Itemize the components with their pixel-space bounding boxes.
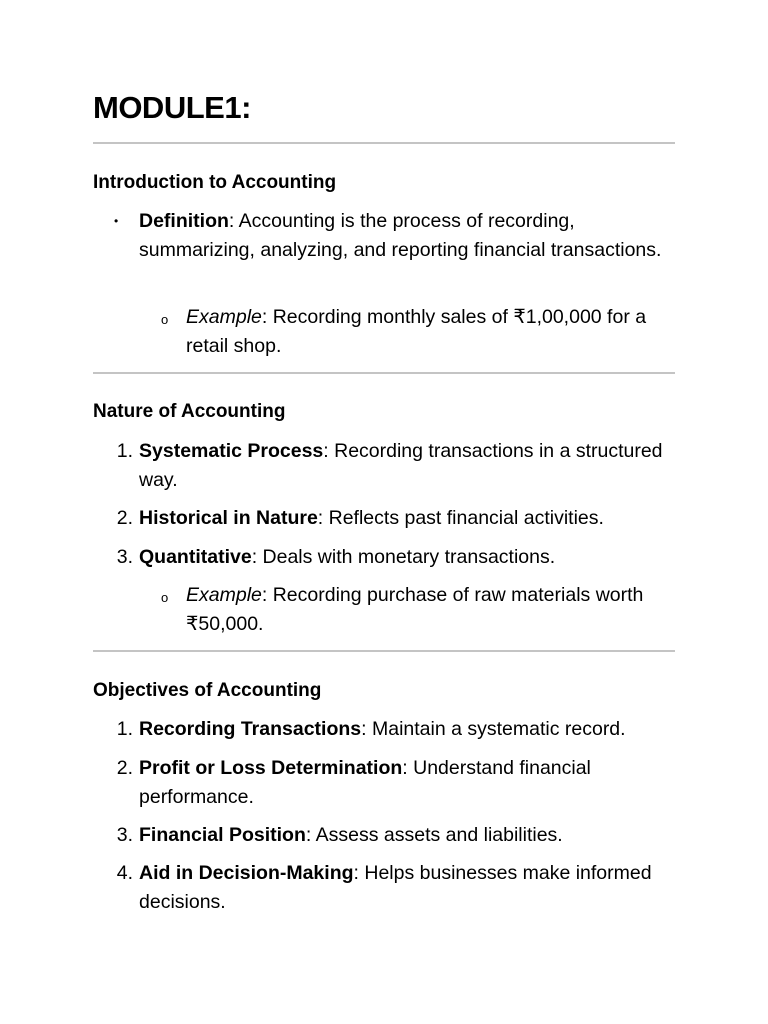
item-term: Definition	[139, 210, 229, 232]
item-term: Aid in Decision-Making	[139, 862, 354, 884]
list-item	[116, 715, 675, 744]
item-term: Historical in Nature	[139, 507, 318, 529]
list-item	[116, 543, 675, 572]
number-marker: 4.	[116, 862, 133, 884]
item-text: : Helps businesses make informed decisions.	[139, 862, 652, 913]
item-text: : Assess assets and liabilities.	[305, 824, 563, 846]
page-title: MODULE1:	[93, 90, 251, 125]
section-title-objectives: Objectives of Accounting	[93, 680, 322, 701]
item-text: : Recording transactions in a structured way.	[139, 440, 663, 491]
divider	[93, 372, 675, 374]
number-marker: 2.	[116, 507, 133, 529]
list-item	[116, 437, 675, 495]
list-item-definition	[114, 207, 675, 265]
item-text: : Maintain a systematic record.	[361, 718, 626, 740]
circle-marker: o	[161, 590, 169, 605]
divider	[93, 142, 675, 144]
number-marker: 2.	[116, 757, 133, 779]
example-label: Example	[186, 584, 262, 606]
section-title-nature: Nature of Accounting	[93, 401, 286, 422]
item-text: : Understand financial performance.	[139, 757, 591, 808]
example-label: Example	[186, 306, 262, 328]
bullet-marker: •	[114, 214, 119, 228]
number-marker: 1.	[116, 440, 133, 462]
item-term: Financial Position	[139, 824, 306, 846]
item-term: Quantitative	[139, 546, 252, 568]
section-title-introduction: Introduction to Accounting	[93, 172, 337, 193]
list-item	[116, 859, 675, 917]
item-text: : Deals with monetary transactions.	[251, 546, 556, 568]
item-term: Systematic Process	[139, 440, 324, 462]
list-item	[116, 821, 675, 850]
number-marker: 1.	[116, 718, 133, 740]
example-text: : Recording purchase of raw materials worth ₹50,000.	[186, 584, 644, 635]
example-item	[161, 581, 675, 639]
example-item	[161, 303, 675, 361]
number-marker: 3.	[116, 824, 133, 846]
example-text: : Recording monthly sales of ₹1,00,000 for a retail shop.	[186, 306, 647, 357]
item-text: : Reflects past financial activities.	[317, 507, 604, 529]
item-term: Profit or Loss Determination	[139, 757, 403, 779]
item-term: Recording Transactions	[139, 718, 362, 740]
item-text: : Accounting is the process of recording, summarizing, analyzing, and reporting financial transactions.	[139, 210, 662, 261]
list-item	[116, 754, 675, 812]
circle-marker: o	[161, 312, 169, 327]
number-marker: 3.	[116, 546, 133, 568]
divider	[93, 650, 675, 652]
list-item	[116, 504, 675, 533]
